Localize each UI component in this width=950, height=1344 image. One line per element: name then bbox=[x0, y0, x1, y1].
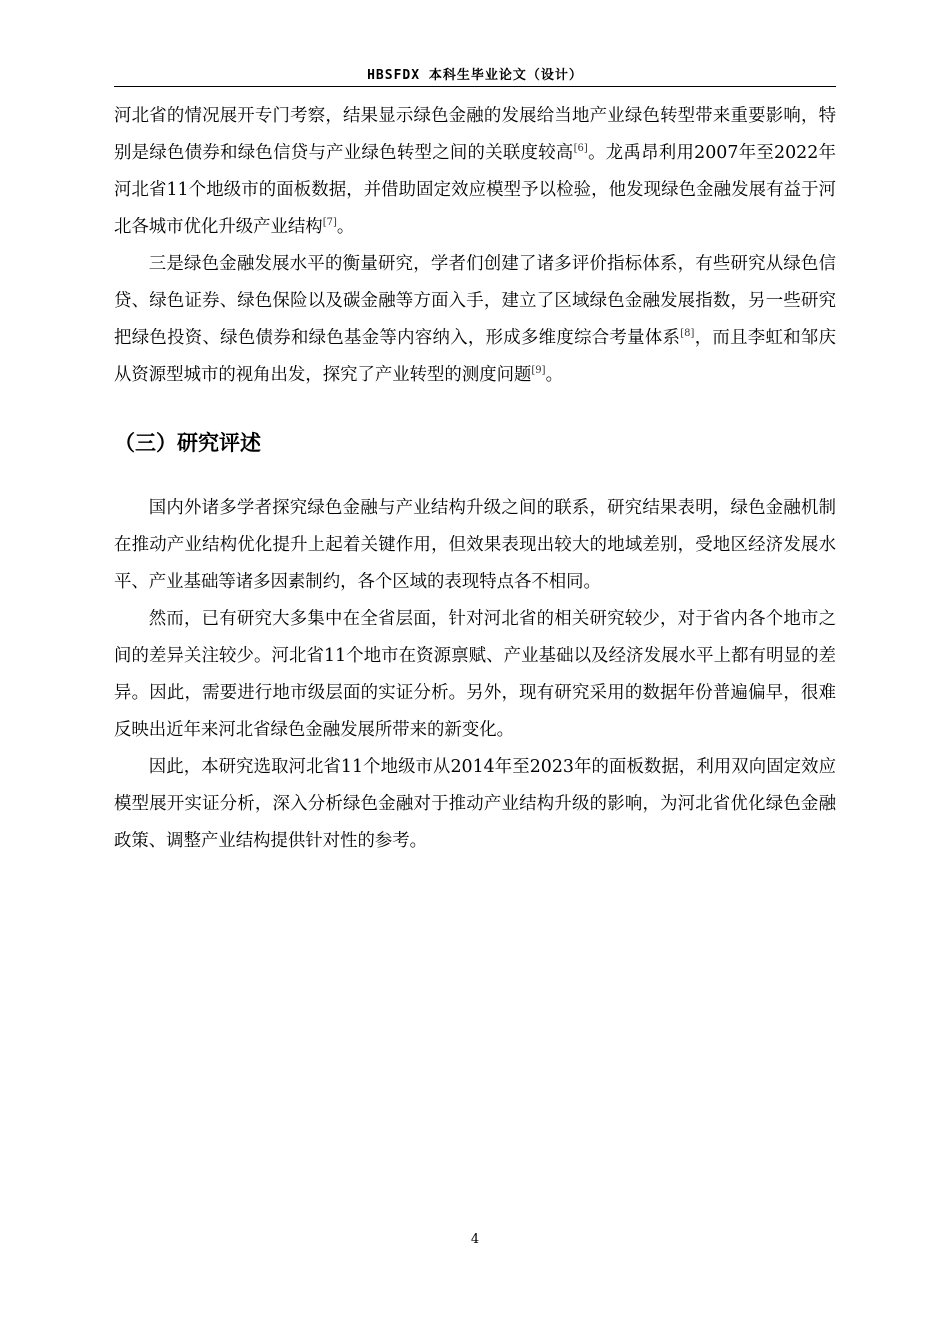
paragraph-text: ，而且李虹和邹庆从资源型城市的视角出发，探究了产业转型的测度问题 bbox=[114, 328, 836, 385]
citation-7: [7] bbox=[322, 217, 337, 228]
page-header: HBSFDX 本科生毕业论文（设计） bbox=[367, 68, 583, 83]
paragraph-text: 。 bbox=[545, 365, 563, 385]
paragraph-text: 。 bbox=[336, 217, 355, 237]
body-paragraph-1 bbox=[114, 98, 836, 246]
paragraph-text: 三是绿色金融发展水平的衡量研究，学者们创建了诸多评价指标体系，有些研究从绿色信贷、绿色证券、绿色保险以及碳金融等方面入手，建立了区域绿色金融发展指数，另一些研究把绿色投资、绿色债券和绿色基金等内容纳入，形成多维度综合考量体系 bbox=[114, 254, 836, 348]
page-number: 4 bbox=[470, 1232, 480, 1247]
paragraph-text: 河北省的情况展开专门考察，结果显示绿色金融的发展给当地产业绿色转型带来重要影响，特别是绿色债券和绿色信贷与产业绿色转型之间的关联度较高 bbox=[114, 106, 836, 163]
body-paragraph-2 bbox=[114, 246, 836, 394]
header-rule bbox=[114, 86, 836, 87]
page-body bbox=[114, 98, 836, 860]
body-paragraph-5: 因此，本研究选取河北省11个地级市从2014年至2023年的面板数据，利用双向固定效应模型展开实证分析，深入分析绿色金融对于推动产业结构升级的影响，为河北省优化绿色金融政策、调整产业结构提供针对性的参考。 bbox=[114, 757, 836, 851]
citation-6: [6] bbox=[573, 143, 588, 154]
body-paragraph-4: 然而，已有研究大多集中在全省层面，针对河北省的相关研究较少，对于省内各个地市之间的差异关注较少。河北省11个地市在资源禀赋、产业基础以及经济发展水平上都有明显的差异。因此，需要进行地市级层面的实证分析。另外，现有研究采用的数据年份普遍偏早，很难反映出近年来河北省绿色金融发展所带来的新变化。 bbox=[114, 609, 836, 740]
body-paragraph-3: 国内外诸多学者探究绿色金融与产业结构升级之间的联系，研究结果表明，绿色金融机制在推动产业结构优化提升上起着关键作用，但效果表现出较大的地域差别，受地区经济发展水平、产业基础等诸多因素制约，各个区域的表现特点各不相同。 bbox=[114, 498, 836, 592]
citation-9: [9] bbox=[531, 365, 546, 376]
paragraph-text: 。龙禹昂利用2007年至2022年河北省11个地级市的面板数据，并借助固定效应模型予以检验，他发现绿色金融发展有益于河北各城市优化升级产业结构 bbox=[114, 143, 836, 237]
citation-8: [8] bbox=[680, 328, 695, 339]
section-heading: （三）研究评述 bbox=[114, 431, 261, 455]
